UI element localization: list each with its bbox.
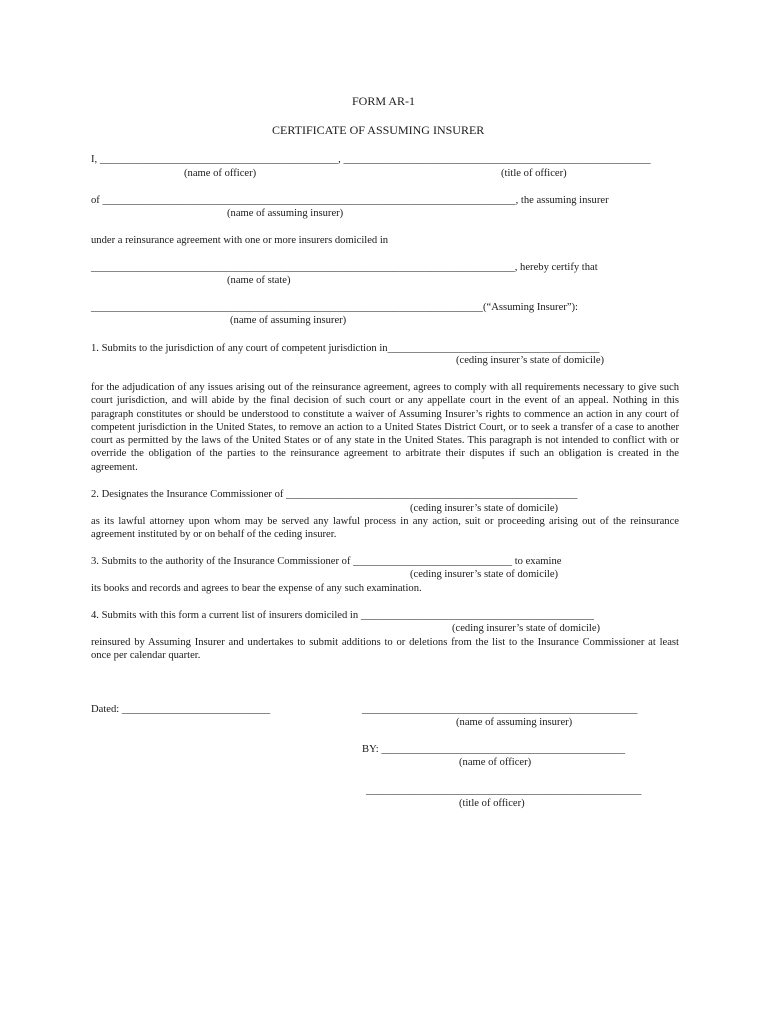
by-officer-caption: (name of officer) <box>459 757 532 768</box>
item-2-paragraph: as its lawful attorney upon whom may be served any lawful process in any action, suit or proceeding arising out of the reinsurance agreement instituted by or on behalf of the ceding insurer. <box>91 516 679 541</box>
form-title: CERTIFICATE OF ASSUMING INSURER <box>272 123 485 137</box>
assuming-insurer-line: of ______________________________________________________________________________, the assuming insurer <box>91 195 609 206</box>
item-4-line: 4. Submits with this form a current list of insurers domiciled in ____________________________________________ <box>91 610 594 621</box>
item-3-line: 3. Submits to the authority of the Insurance Commissioner of ______________________________ to examine <box>91 556 562 567</box>
state-line: ________________________________________________________________________________, hereby certify that <box>91 262 598 273</box>
dated-line: Dated: ____________________________ <box>91 704 271 715</box>
assuming-insurer-designation-line: __________________________________________________________________________(“Assuming Insurer”): <box>91 302 578 313</box>
item-2-line: 2. Designates the Insurance Commissioner of _______________________________________________________ <box>91 489 578 500</box>
form-number: FORM AR-1 <box>352 94 416 108</box>
item-1-caption: (ceding insurer’s state of domicile) <box>456 355 605 366</box>
caption-title-of-officer: (title of officer) <box>501 168 567 179</box>
item-4-paragraph: reinsured by Assuming Insurer and undertakes to submit additions to or deletions from the list to the Insurance Commissioner at least once per calendar quarter. <box>91 637 679 662</box>
caption-name-of-officer: (name of officer) <box>184 168 257 179</box>
caption-assuming-insurer-1: (name of assuming insurer) <box>227 208 344 219</box>
officer-title-caption: (title of officer) <box>459 798 525 809</box>
signature-insurer-line: ____________________________________________________ <box>362 704 638 715</box>
reinsurance-agreement-line: under a reinsurance agreement with one or more insurers domiciled in <box>91 235 389 246</box>
item-2-caption: (ceding insurer’s state of domicile) <box>410 503 559 514</box>
item-3-paragraph: its books and records and agrees to bear the expense of any such examination. <box>91 583 422 594</box>
item-1-paragraph: for the adjudication of any issues arising out of the reinsurance agreement, agrees to comply with all requirements necessary to give such court jurisdiction, and will abide by the final decision of such court or any appellate court in the event of an appeal. Nothing in this paragraph constitutes or should be understood to constitute a waiver of Assuming Insurer’s rights to commence an action in any court of competent jurisdiction in the United States, to remove an action to a United States District Court, or to seek a transfer of a case to another court as permitted by the laws of the United States or of any state in the United States. This paragraph is not intended to conflict with or override the obligation of the parties to the reinsurance agreement to arbitrate their disputes if such an obligation is created in the agreement. <box>91 382 679 473</box>
signature-insurer-caption: (name of assuming insurer) <box>456 717 573 728</box>
officer-title-line: ____________________________________________________ <box>366 785 642 796</box>
officer-line: I, _____________________________________________, __________________________________________________________ <box>91 154 651 165</box>
item-4-caption: (ceding insurer’s state of domicile) <box>452 623 601 634</box>
item-3-caption: (ceding insurer’s state of domicile) <box>410 569 559 580</box>
caption-assuming-insurer-2: (name of assuming insurer) <box>230 315 347 326</box>
by-officer-line: BY: ______________________________________________ <box>362 744 625 755</box>
caption-name-of-state: (name of state) <box>227 275 291 286</box>
item-1-line: 1. Submits to the jurisdiction of any court of competent jurisdiction in________________________________________ <box>91 343 600 354</box>
